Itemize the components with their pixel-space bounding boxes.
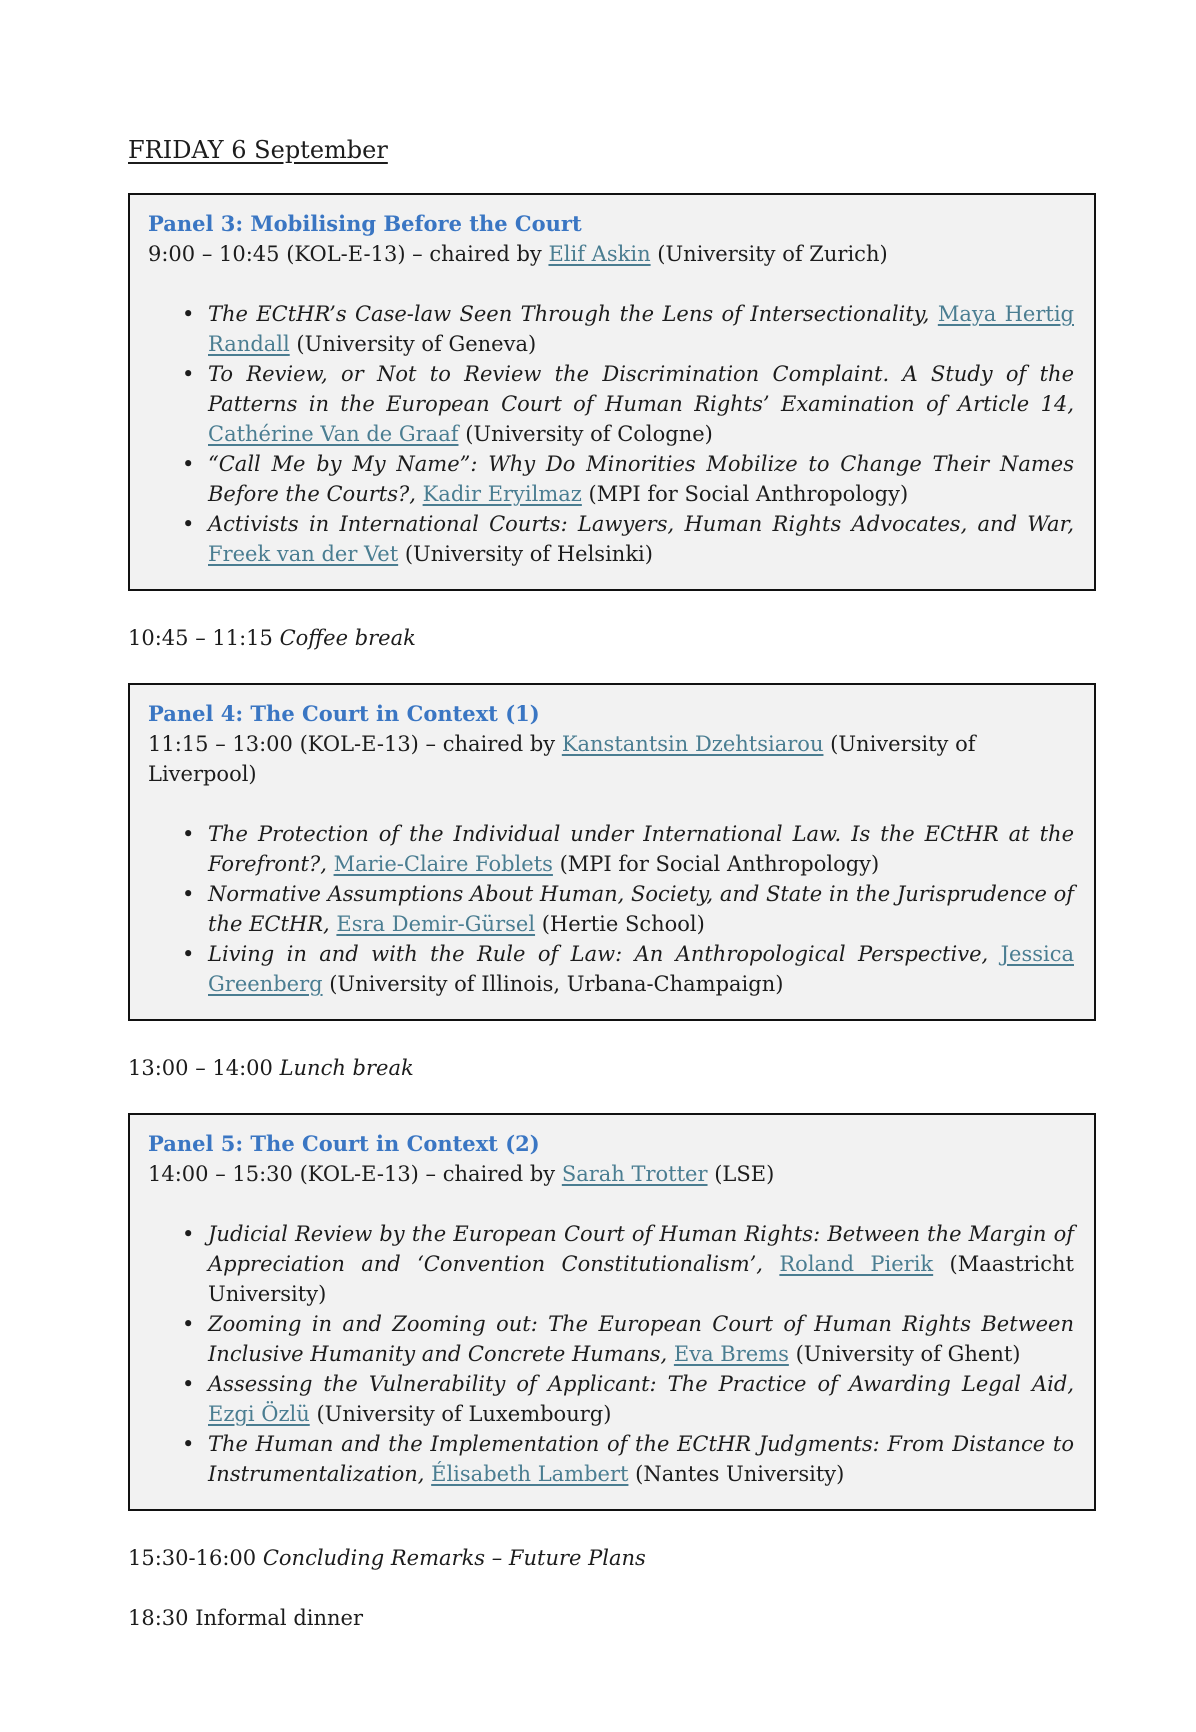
speaker-affiliation: (University of Helsinki) bbox=[404, 542, 653, 566]
talk-item bbox=[148, 1429, 1074, 1489]
talk-item bbox=[148, 359, 1074, 449]
panel-5-chair-affiliation: (LSE) bbox=[714, 1162, 775, 1186]
speaker-affiliation: (Nantes University) bbox=[635, 1462, 845, 1486]
talk-title: The ECtHR’s Case-law Seen Through the Lens of Intersectionality, bbox=[208, 302, 930, 326]
talk-title: “Call Me by My Name”: Why Do Minorities Mobilize to Change Their Names Before the Courts?, bbox=[208, 452, 1074, 506]
informal-dinner-label: Informal dinner bbox=[195, 1606, 363, 1630]
panel-5-talk-list bbox=[148, 1219, 1074, 1489]
speaker-link[interactable]: Marie-Claire Foblets bbox=[333, 852, 553, 876]
talk-title: The Protection of the Individual under International Law. Is the ECtHR at the Forefront?, bbox=[208, 822, 1074, 876]
speaker-affiliation: (University of Geneva) bbox=[296, 332, 537, 356]
panel-5-box bbox=[128, 1113, 1096, 1511]
panel-4-chair-affiliation: (University of Liverpool) bbox=[148, 732, 976, 786]
informal-dinner-line bbox=[128, 1603, 1196, 1633]
panel-3-chair-affiliation: (University of Zurich) bbox=[657, 242, 888, 266]
panel-3-title: Panel 3: Mobilising Before the Court bbox=[148, 211, 582, 236]
speaker-link[interactable]: Kadir Eryilmaz bbox=[422, 482, 582, 506]
talk-item bbox=[148, 299, 1074, 359]
panel-4-session-line bbox=[148, 729, 1074, 789]
concluding-remarks-line bbox=[128, 1543, 1196, 1573]
informal-dinner-time: 18:30 bbox=[128, 1606, 189, 1630]
concluding-remarks-label: Concluding Remarks – Future Plans bbox=[262, 1546, 646, 1570]
speaker-affiliation: (University of Luxembourg) bbox=[316, 1402, 612, 1426]
page-title: FRIDAY 6 September bbox=[128, 136, 388, 164]
speaker-affiliation: (University of Illinois, Urbana-Champaign) bbox=[329, 972, 784, 996]
panel-4-talk-list bbox=[148, 819, 1074, 999]
coffee-break-label: Coffee break bbox=[279, 626, 416, 650]
panel-3-session-line bbox=[148, 239, 1074, 269]
speaker-link[interactable]: Esra Demir-Gürsel bbox=[336, 912, 536, 936]
speaker-link[interactable]: Jessica Greenberg bbox=[208, 942, 1074, 996]
talk-item bbox=[148, 879, 1074, 939]
coffee-break-time: 10:45 – 11:15 bbox=[128, 626, 273, 650]
talk-item bbox=[148, 939, 1074, 999]
talk-title: Zooming in and Zooming out: The European Court of Human Rights Between Inclusive Humanity and Concrete Humans, bbox=[208, 1312, 1074, 1366]
speaker-affiliation: (MPI for Social Anthropology) bbox=[559, 852, 880, 876]
speaker-affiliation: (University of Cologne) bbox=[465, 422, 713, 446]
speaker-link[interactable]: Ezgi Özlü bbox=[208, 1402, 310, 1426]
panel-3-time: 9:00 – 10:45 (KOL-E-13) – chaired by bbox=[148, 242, 542, 266]
panel-4-time: 11:15 – 13:00 (KOL-E-13) – chaired by bbox=[148, 732, 556, 756]
panel-4-box bbox=[128, 683, 1096, 1021]
panel-3-box bbox=[128, 193, 1096, 591]
panel-5-session-line bbox=[148, 1159, 1074, 1189]
speaker-affiliation: (Maastricht University) bbox=[208, 1252, 1074, 1306]
talk-item bbox=[148, 819, 1074, 879]
talk-item bbox=[148, 1369, 1074, 1429]
talk-title: Assessing the Vulnerability of Applicant: The Practice of Awarding Legal Aid, bbox=[208, 1372, 1074, 1396]
panel-3-talk-list bbox=[148, 299, 1074, 569]
talk-title: The Human and the Implementation of the ECtHR Judgments: From Distance to Instrumentalization, bbox=[208, 1432, 1074, 1486]
document-page bbox=[0, 134, 1196, 1633]
talk-title: To Review, or Not to Review the Discrimination Complaint. A Study of the Patterns in the European Court of Human Rights’ Examination of Article 14, bbox=[208, 362, 1074, 416]
panel-5-title: Panel 5: The Court in Context (2) bbox=[148, 1131, 540, 1156]
speaker-link[interactable]: Cathérine Van de Graaf bbox=[208, 422, 459, 446]
talk-title: Normative Assumptions About Human, Society, and State in the Jurisprudence of the ECtHR, bbox=[208, 882, 1075, 936]
speaker-link[interactable]: Maya Hertig Randall bbox=[208, 302, 1074, 356]
coffee-break-line bbox=[128, 623, 1196, 653]
panel-3-chair-link[interactable]: Elif Askin bbox=[548, 242, 651, 266]
speaker-affiliation: (MPI for Social Anthropology) bbox=[588, 482, 909, 506]
panel-4-title: Panel 4: The Court in Context (1) bbox=[148, 701, 540, 726]
talk-title: Judicial Review by the European Court of Human Rights: Between the Margin of Appreciation and ‘Convention Constitutionalism’, bbox=[208, 1222, 1074, 1276]
panel-5-time: 14:00 – 15:30 (KOL-E-13) – chaired by bbox=[148, 1162, 556, 1186]
speaker-link[interactable]: Roland Pierik bbox=[779, 1252, 934, 1276]
speaker-link[interactable]: Eva Brems bbox=[673, 1342, 789, 1366]
speaker-affiliation: (University of Ghent) bbox=[795, 1342, 1021, 1366]
speaker-link[interactable]: Freek van der Vet bbox=[208, 542, 399, 566]
speaker-link[interactable]: Élisabeth Lambert bbox=[431, 1462, 629, 1486]
lunch-break-time: 13:00 – 14:00 bbox=[128, 1056, 273, 1080]
panel-5-chair-link[interactable]: Sarah Trotter bbox=[561, 1162, 708, 1186]
talk-title: Living in and with the Rule of Law: An Anthropological Perspective, bbox=[208, 942, 989, 966]
talk-item bbox=[148, 509, 1074, 569]
talk-item bbox=[148, 1309, 1074, 1369]
lunch-break-line bbox=[128, 1053, 1196, 1083]
concluding-remarks-time: 15:30-16:00 bbox=[128, 1546, 257, 1570]
talk-item bbox=[148, 1219, 1074, 1309]
speaker-affiliation: (Hertie School) bbox=[541, 912, 705, 936]
lunch-break-label: Lunch break bbox=[279, 1056, 414, 1080]
panel-4-chair-link[interactable]: Kanstantsin Dzehtsiarou bbox=[561, 732, 824, 756]
talk-item bbox=[148, 449, 1074, 509]
talk-title: Activists in International Courts: Lawyers, Human Rights Advocates, and War, bbox=[208, 512, 1074, 536]
